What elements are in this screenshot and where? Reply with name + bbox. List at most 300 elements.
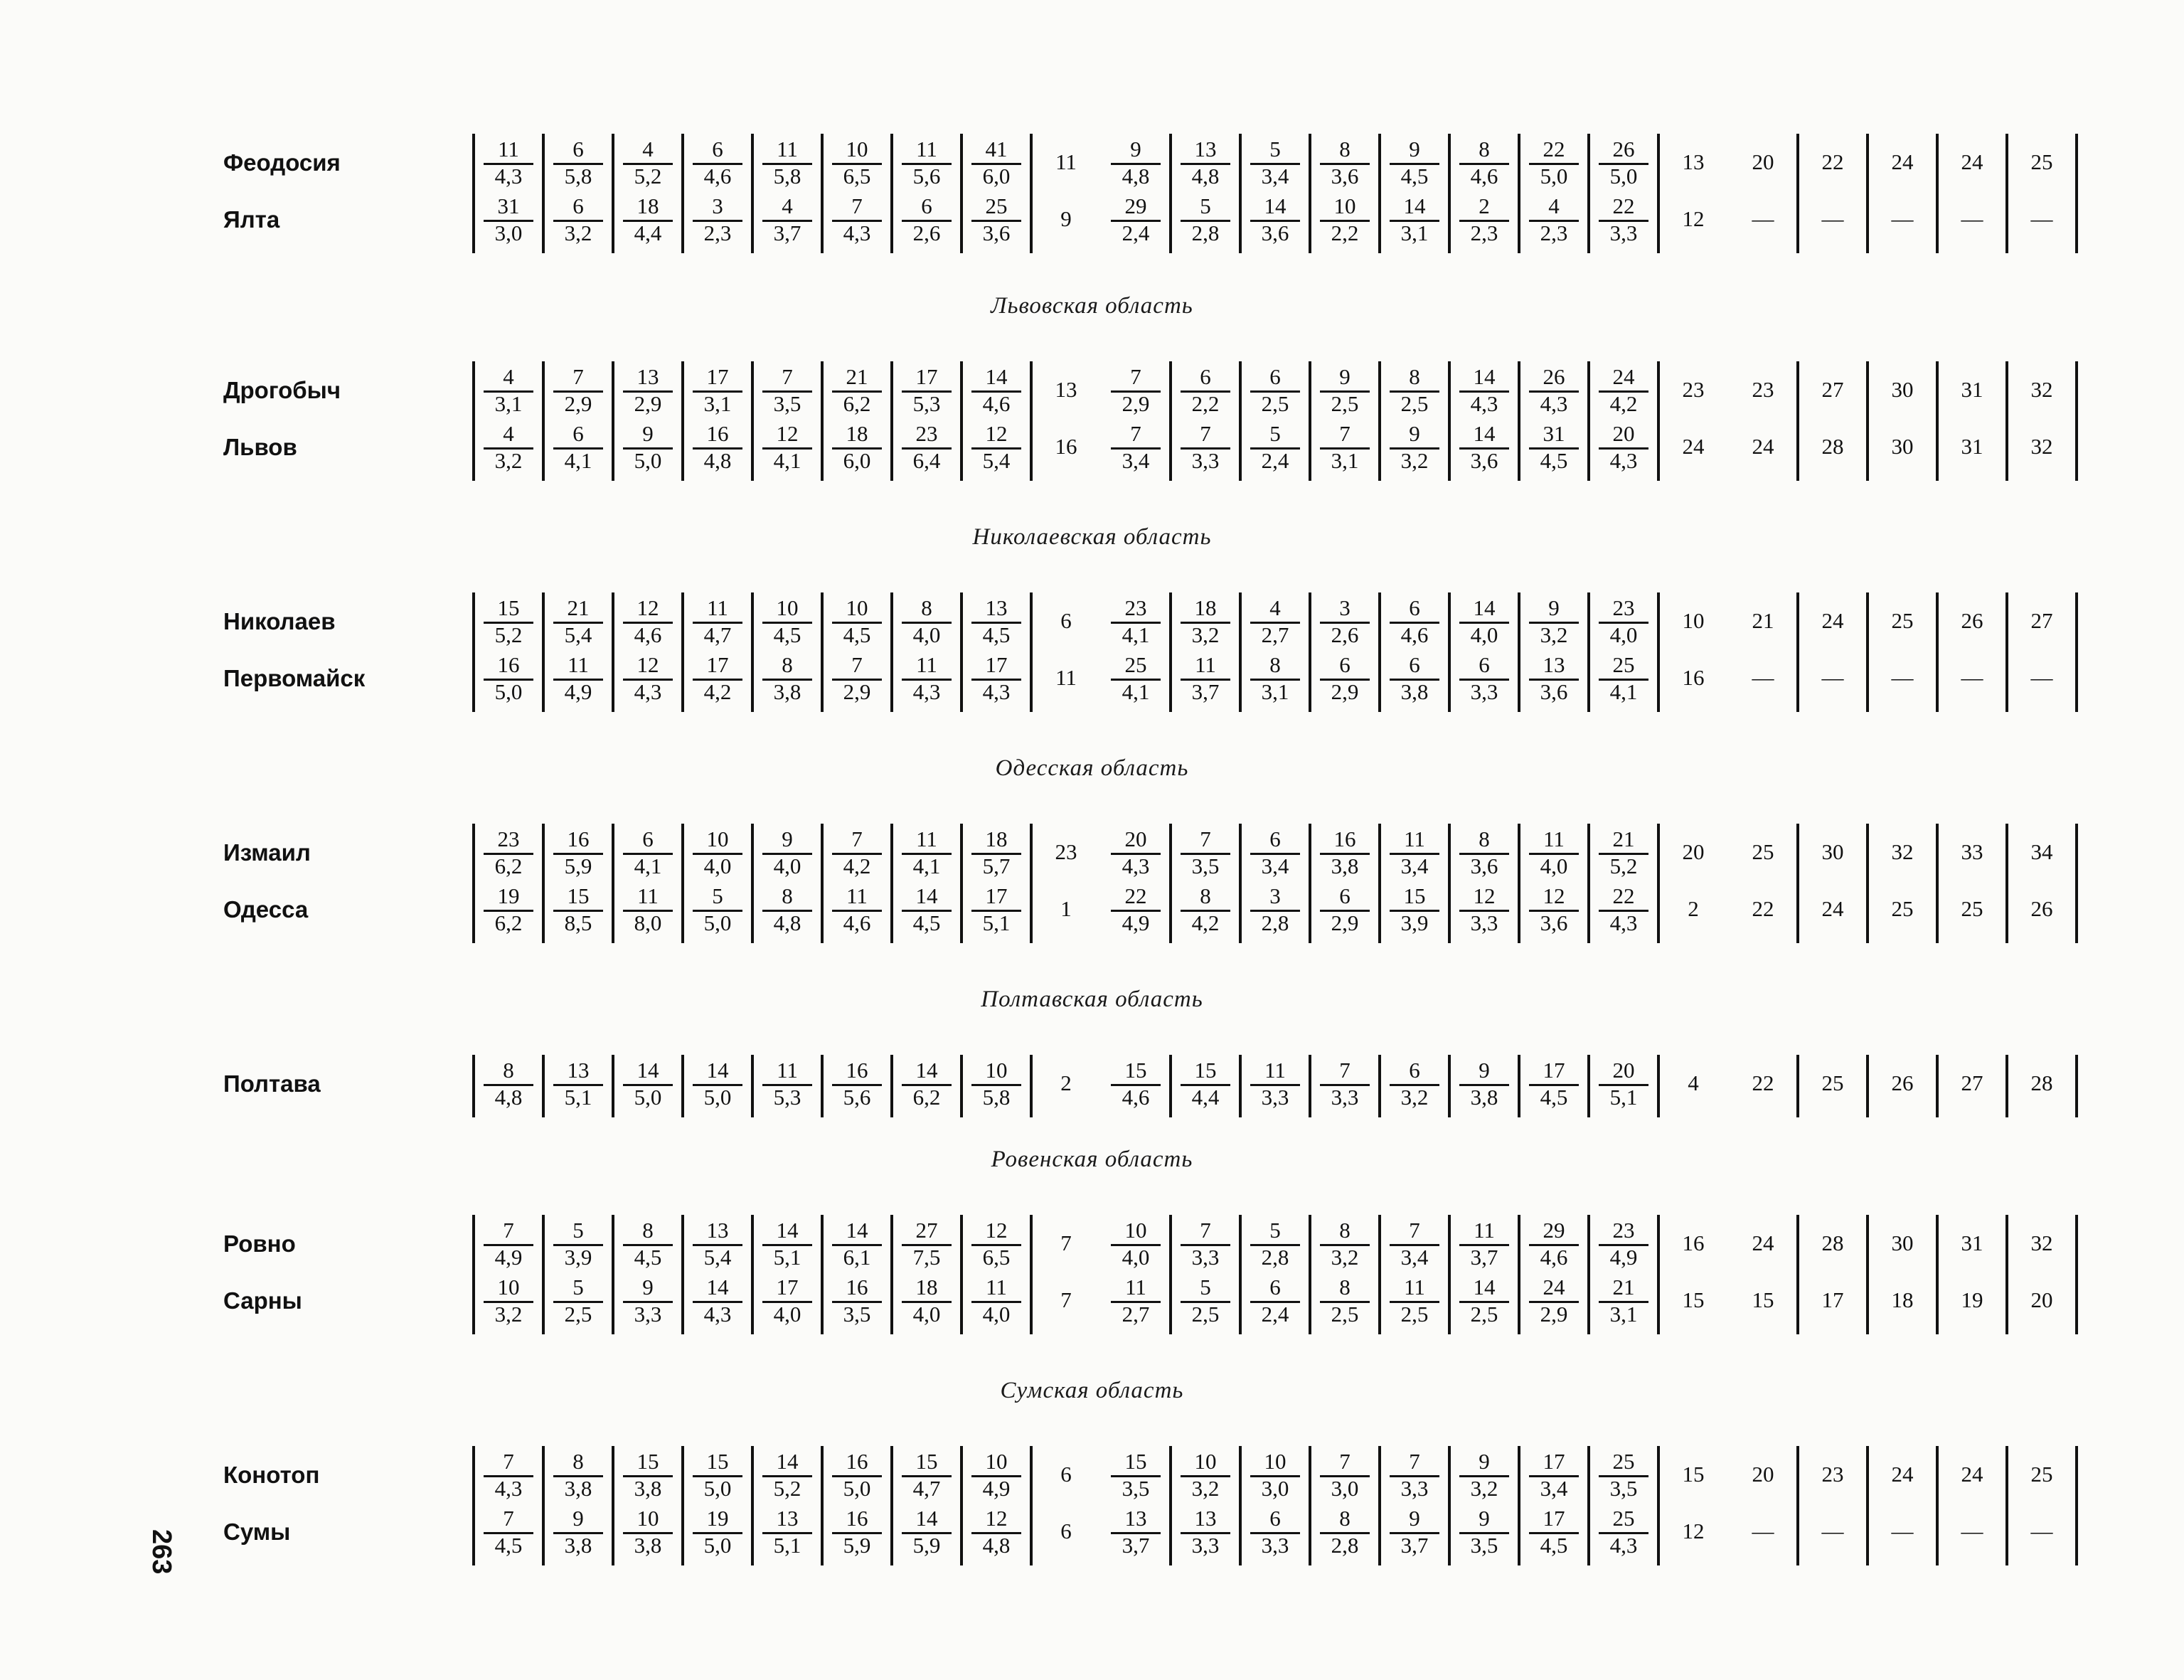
city-name: Конотоп [223, 1462, 320, 1488]
cell-denominator: 5,6 [843, 1085, 871, 1110]
cell-denominator: 3,3 [1331, 1085, 1359, 1110]
cell-value: 32 [2030, 377, 2053, 402]
cell-value: 11 [1055, 149, 1077, 174]
cell-denominator: 4,7 [912, 1476, 941, 1501]
cell-denominator: 2,5 [1400, 391, 1429, 416]
cell-numerator: 19 [706, 1506, 729, 1531]
cell-denominator: 3,8 [773, 679, 801, 704]
cell-numerator: 16 [846, 1449, 868, 1474]
cell-value: — [1821, 665, 1844, 690]
cell-value: 21 [1752, 608, 1774, 633]
cell-denominator: 3,3 [1470, 910, 1498, 935]
cell-value: 30 [1891, 434, 1914, 459]
cell-denominator: 4,4 [634, 220, 662, 245]
city-name: Первомайск [223, 665, 366, 691]
cell-numerator: 14 [706, 1058, 729, 1083]
cell-numerator: 14 [985, 364, 1008, 389]
cell-denominator: 5,1 [1609, 1085, 1638, 1110]
cell-numerator: 9 [1339, 364, 1351, 389]
cell-value: 24 [1821, 896, 1844, 921]
cell-numerator: 12 [1543, 883, 1565, 908]
cell-denominator: 3,4 [1261, 164, 1289, 188]
cell-denominator: 3,3 [1609, 220, 1638, 245]
cell-denominator: 3,3 [634, 1302, 662, 1327]
cell-denominator: 2,5 [564, 1302, 592, 1327]
cell-value: — [1821, 1519, 1844, 1543]
cell-value: 30 [1891, 377, 1914, 402]
cell-denominator: 4,3 [494, 1476, 523, 1501]
cell-denominator: 3,5 [773, 391, 801, 416]
cell-denominator: 3,3 [1400, 1476, 1429, 1501]
cell-denominator: 3,2 [1191, 1476, 1220, 1501]
cell-numerator: 13 [636, 364, 659, 389]
cell-numerator: 25 [1124, 652, 1147, 677]
cell-denominator: 4,1 [1609, 679, 1638, 704]
cell-numerator: 19 [497, 883, 520, 908]
cell-denominator: 3,8 [1470, 1085, 1498, 1110]
cell-denominator: 2,9 [1122, 391, 1150, 416]
cell-denominator: 4,2 [703, 679, 732, 704]
cell-numerator: 16 [846, 1506, 868, 1531]
cell-denominator: 4,3 [843, 220, 871, 245]
cell-denominator: 5,1 [773, 1245, 801, 1270]
cell-denominator: 4,3 [912, 679, 941, 704]
cell-value: 25 [1821, 1070, 1844, 1095]
cell-denominator: 4,1 [773, 448, 801, 473]
cell-value: — [1961, 665, 1983, 690]
cell-numerator: 7 [1200, 826, 1211, 851]
cell-numerator: 7 [851, 652, 863, 677]
cell-numerator: 12 [985, 1218, 1008, 1243]
cell-denominator: 4,8 [773, 910, 801, 935]
cell-numerator: 22 [1612, 193, 1635, 218]
city-name: Сумы [223, 1519, 291, 1545]
cell-denominator: 5,4 [982, 448, 1011, 473]
cell-denominator: 3,1 [1261, 679, 1289, 704]
cell-numerator: 31 [497, 193, 520, 218]
cell-denominator: 3,2 [494, 448, 523, 473]
cell-numerator: 6 [1269, 826, 1281, 851]
cell-denominator: 5,4 [703, 1245, 732, 1270]
cell-value: 12 [1682, 206, 1705, 231]
cell-numerator: 6 [572, 421, 584, 446]
cell-numerator: 9 [1479, 1058, 1490, 1083]
cell-denominator: 2,5 [1191, 1302, 1220, 1327]
cell-denominator: 6,4 [912, 448, 941, 473]
cell-denominator: 4,0 [982, 1302, 1011, 1327]
cell-denominator: 3,6 [1470, 854, 1498, 878]
cell-value: — [1821, 206, 1844, 231]
cell-denominator: 6,5 [982, 1245, 1011, 1270]
cell-denominator: 2,5 [1331, 391, 1359, 416]
cell-numerator: 11 [846, 883, 868, 908]
cell-numerator: 8 [1339, 1275, 1351, 1299]
cell-numerator: 6 [1339, 883, 1351, 908]
cell-numerator: 14 [1473, 364, 1496, 389]
cell-numerator: 13 [1194, 137, 1217, 161]
city-name: Полтава [223, 1070, 321, 1097]
cell-denominator: 5,0 [703, 1085, 732, 1110]
cell-value: 25 [2030, 149, 2053, 174]
cell-denominator: 3,8 [634, 1533, 662, 1558]
cell-numerator: 8 [1200, 883, 1211, 908]
cell-numerator: 13 [1543, 652, 1565, 677]
cell-numerator: 8 [642, 1218, 654, 1243]
cell-numerator: 11 [1474, 1218, 1495, 1243]
cell-denominator: 3,1 [703, 391, 732, 416]
cell-denominator: 5,0 [703, 1533, 732, 1558]
cell-denominator: 4,5 [494, 1533, 523, 1558]
cell-numerator: 17 [706, 652, 729, 677]
cell-numerator: 14 [1264, 193, 1287, 218]
cell-numerator: 17 [1543, 1506, 1565, 1531]
cell-value: 32 [2030, 434, 2053, 459]
cell-value: 20 [1752, 1462, 1774, 1487]
cell-denominator: 4,6 [1540, 1245, 1568, 1270]
cell-value: 13 [1682, 149, 1705, 174]
cell-denominator: 3,3 [1191, 1245, 1220, 1270]
cell-denominator: 4,6 [703, 164, 732, 188]
city-name: Ровно [223, 1230, 296, 1257]
cell-numerator: 11 [1125, 1275, 1146, 1299]
cell-numerator: 26 [1612, 137, 1635, 161]
cell-numerator: 15 [497, 595, 520, 620]
cell-denominator: 4,2 [1191, 910, 1220, 935]
cell-numerator: 17 [706, 364, 729, 389]
cell-numerator: 5 [712, 883, 723, 908]
cell-value: 31 [1961, 377, 1983, 402]
cell-denominator: 2,5 [1400, 1302, 1429, 1327]
cell-denominator: 4,3 [703, 1302, 732, 1327]
cell-numerator: 6 [1409, 595, 1420, 620]
cell-value: 24 [1682, 434, 1705, 459]
cell-value: 7 [1060, 1287, 1072, 1312]
cell-value: 27 [2030, 608, 2053, 633]
cell-denominator: 4,5 [1540, 448, 1568, 473]
cell-value: 20 [1682, 839, 1705, 864]
cell-numerator: 15 [567, 883, 590, 908]
cell-denominator: 5,9 [912, 1533, 941, 1558]
cell-denominator: 4,5 [843, 622, 871, 647]
cell-denominator: 5,7 [982, 854, 1011, 878]
cell-denominator: 4,1 [912, 854, 941, 878]
cell-denominator: 6,2 [912, 1085, 941, 1110]
cell-numerator: 6 [1409, 652, 1420, 677]
cell-denominator: 4,5 [1540, 1533, 1568, 1558]
cell-numerator: 14 [776, 1449, 799, 1474]
cell-numerator: 5 [1269, 1218, 1281, 1243]
cell-denominator: 3,3 [1261, 1085, 1289, 1110]
cell-numerator: 11 [1404, 1275, 1425, 1299]
cell-numerator: 14 [1473, 595, 1496, 620]
cell-numerator: 20 [1124, 826, 1147, 851]
cell-numerator: 15 [636, 1449, 659, 1474]
cell-denominator: 4,2 [843, 854, 871, 878]
section-title: Полтавская область [981, 987, 1203, 1012]
city-name: Измаил [223, 839, 311, 866]
cell-numerator: 17 [776, 1275, 799, 1299]
cell-denominator: 3,7 [1470, 1245, 1498, 1270]
cell-numerator: 7 [1409, 1449, 1420, 1474]
cell-numerator: 12 [636, 595, 659, 620]
cell-denominator: 5,8 [982, 1085, 1011, 1110]
cell-value: 22 [1752, 896, 1774, 921]
cell-value: 24 [1961, 1462, 1983, 1487]
cell-numerator: 9 [1409, 1506, 1420, 1531]
cell-numerator: 11 [1543, 826, 1565, 851]
cell-denominator: 4,9 [564, 679, 592, 704]
cell-numerator: 4 [503, 421, 514, 446]
cell-numerator: 9 [1409, 421, 1420, 446]
cell-numerator: 21 [1612, 1275, 1635, 1299]
cell-value: 2 [1688, 896, 1699, 921]
cell-denominator: 3,5 [1609, 1476, 1638, 1501]
cell-value: 23 [1682, 377, 1705, 402]
cell-denominator: 3,4 [1400, 1245, 1429, 1270]
cell-denominator: 2,3 [1470, 220, 1498, 245]
cell-value: 30 [1891, 1230, 1914, 1255]
cell-numerator: 3 [1339, 595, 1351, 620]
cell-numerator: 17 [915, 364, 938, 389]
cell-denominator: 5,8 [564, 164, 592, 188]
cell-value: 32 [1891, 839, 1914, 864]
cell-value: 25 [1752, 839, 1774, 864]
cell-denominator: 2,6 [912, 220, 941, 245]
cell-value: 23 [1752, 377, 1774, 402]
cell-denominator: 5,0 [843, 1476, 871, 1501]
cell-numerator: 29 [1124, 193, 1147, 218]
cell-denominator: 4,5 [1540, 1085, 1568, 1110]
cell-value: 2 [1060, 1070, 1072, 1095]
cell-value: 24 [1891, 1462, 1914, 1487]
cell-denominator: 4,9 [1122, 910, 1150, 935]
cell-denominator: 3,0 [494, 220, 523, 245]
cell-denominator: 3,6 [1261, 220, 1289, 245]
cell-numerator: 8 [1479, 826, 1490, 851]
cell-denominator: 3,2 [564, 220, 592, 245]
cell-denominator: 2,9 [1331, 910, 1359, 935]
cell-numerator: 11 [916, 826, 937, 851]
cell-numerator: 7 [1339, 421, 1351, 446]
cell-numerator: 13 [985, 595, 1008, 620]
cell-numerator: 3 [712, 193, 723, 218]
cell-numerator: 18 [1194, 595, 1217, 620]
cell-denominator: 4,6 [634, 622, 662, 647]
cell-denominator: 4,4 [1191, 1085, 1220, 1110]
cell-numerator: 20 [1612, 421, 1635, 446]
cell-value: 28 [1821, 434, 1844, 459]
cell-denominator: 4,6 [982, 391, 1011, 416]
cell-numerator: 6 [712, 137, 723, 161]
cell-value: 9 [1060, 206, 1072, 231]
cell-value: — [1752, 1519, 1774, 1543]
cell-denominator: 3,7 [1191, 679, 1220, 704]
cell-numerator: 9 [1479, 1449, 1490, 1474]
cell-denominator: 2,8 [1261, 910, 1289, 935]
cell-value: 24 [1752, 1230, 1774, 1255]
cell-value: 23 [1821, 1462, 1844, 1487]
cell-value: 27 [1961, 1070, 1983, 1095]
cell-numerator: 5 [572, 1275, 584, 1299]
cell-denominator: 5,2 [634, 164, 662, 188]
cell-denominator: 3,7 [1400, 1533, 1429, 1558]
cell-value: — [2030, 1519, 2053, 1543]
cell-value: 32 [2030, 1230, 2053, 1255]
cell-denominator: 2,9 [1331, 679, 1359, 704]
cell-denominator: 5,9 [564, 854, 592, 878]
cell-numerator: 10 [706, 826, 729, 851]
cell-denominator: 4,0 [1122, 1245, 1150, 1270]
cell-numerator: 11 [916, 652, 937, 677]
cell-denominator: 5,0 [1540, 164, 1568, 188]
cell-denominator: 4,5 [982, 622, 1011, 647]
cell-numerator: 13 [1194, 1506, 1217, 1531]
cell-value: — [1961, 1519, 1983, 1543]
cell-denominator: 3,8 [564, 1476, 592, 1501]
cell-numerator: 7 [1409, 1218, 1420, 1243]
cell-denominator: 4,6 [843, 910, 871, 935]
cell-value: — [2030, 665, 2053, 690]
cell-value: 31 [1961, 434, 1983, 459]
cell-denominator: 6,2 [494, 854, 523, 878]
cell-value: 15 [1752, 1287, 1774, 1312]
cell-numerator: 16 [497, 652, 520, 677]
cell-value: 27 [1821, 377, 1844, 402]
cell-numerator: 7 [851, 193, 863, 218]
cell-numerator: 2 [1479, 193, 1490, 218]
cell-numerator: 25 [1612, 1506, 1635, 1531]
cell-denominator: 4,3 [634, 679, 662, 704]
cell-value: 25 [1961, 896, 1983, 921]
cell-numerator: 25 [1612, 1449, 1635, 1474]
cell-denominator: 3,6 [1540, 910, 1568, 935]
cell-value: 17 [1821, 1287, 1844, 1312]
cell-denominator: 5,0 [703, 1476, 732, 1501]
cell-denominator: 4,3 [1470, 391, 1498, 416]
cell-value: 28 [2030, 1070, 2053, 1095]
cell-denominator: 4,0 [1470, 622, 1498, 647]
cell-numerator: 14 [915, 1506, 938, 1531]
cell-denominator: 3,4 [1261, 854, 1289, 878]
cell-numerator: 10 [846, 595, 868, 620]
cell-numerator: 20 [1612, 1058, 1635, 1083]
cell-numerator: 10 [985, 1058, 1008, 1083]
cell-denominator: 2,6 [1331, 622, 1359, 647]
cell-numerator: 14 [846, 1218, 868, 1243]
cell-numerator: 8 [1339, 137, 1351, 161]
cell-numerator: 15 [1403, 883, 1426, 908]
cell-denominator: 4,0 [912, 622, 941, 647]
cell-numerator: 4 [1548, 193, 1560, 218]
cell-numerator: 9 [1548, 595, 1560, 620]
cell-denominator: 3,9 [564, 1245, 592, 1270]
cell-numerator: 18 [915, 1275, 938, 1299]
cell-numerator: 16 [1333, 826, 1356, 851]
cell-numerator: 14 [636, 1058, 659, 1083]
cell-numerator: 15 [1124, 1058, 1147, 1083]
city-name: Одесса [223, 896, 309, 923]
cell-numerator: 13 [706, 1218, 729, 1243]
cell-numerator: 6 [1339, 652, 1351, 677]
cell-value: 33 [1961, 839, 1983, 864]
cell-numerator: 11 [986, 1275, 1007, 1299]
cell-numerator: 16 [846, 1275, 868, 1299]
cell-denominator: 6,0 [843, 448, 871, 473]
cell-numerator: 23 [1612, 1218, 1635, 1243]
cell-numerator: 14 [915, 883, 938, 908]
cell-numerator: 7 [1339, 1449, 1351, 1474]
cell-numerator: 8 [921, 595, 932, 620]
cell-numerator: 14 [1473, 1275, 1496, 1299]
cell-denominator: 2,8 [1331, 1533, 1359, 1558]
cell-numerator: 10 [776, 595, 799, 620]
cell-value: 22 [1752, 1070, 1774, 1095]
cell-numerator: 7 [503, 1449, 514, 1474]
cell-denominator: 4,2 [1609, 391, 1638, 416]
cell-numerator: 4 [503, 364, 514, 389]
cell-numerator: 12 [636, 652, 659, 677]
cell-denominator: 4,8 [1191, 164, 1220, 188]
cell-value: 19 [1961, 1287, 1983, 1312]
cell-numerator: 14 [1473, 421, 1496, 446]
cell-value: 16 [1682, 665, 1705, 690]
cell-numerator: 21 [1612, 826, 1635, 851]
cell-denominator: 2,4 [1122, 220, 1150, 245]
section-title: Одесская область [995, 755, 1189, 781]
cell-denominator: 5,1 [982, 910, 1011, 935]
cell-value: 22 [1821, 149, 1844, 174]
cell-numerator: 14 [776, 1218, 799, 1243]
cell-numerator: 11 [568, 652, 589, 677]
city-name: Дрогобыч [223, 377, 341, 403]
cell-numerator: 21 [846, 364, 868, 389]
cell-numerator: 18 [846, 421, 868, 446]
cell-denominator: 4,6 [1400, 622, 1429, 647]
cell-numerator: 25 [985, 193, 1008, 218]
cell-numerator: 8 [1339, 1218, 1351, 1243]
cell-value: 12 [1682, 1519, 1705, 1543]
cell-denominator: 3,1 [1609, 1302, 1638, 1327]
cell-numerator: 10 [1124, 1218, 1147, 1243]
cell-numerator: 13 [1124, 1506, 1147, 1531]
cell-numerator: 10 [1333, 193, 1356, 218]
cell-value: 31 [1961, 1230, 1983, 1255]
cell-numerator: 11 [498, 137, 519, 161]
cell-denominator: 4,6 [1122, 1085, 1150, 1110]
cell-denominator: 3,5 [1122, 1476, 1150, 1501]
cell-denominator: 4,3 [1609, 910, 1638, 935]
cell-numerator: 11 [1195, 652, 1216, 677]
cell-denominator: 3,1 [494, 391, 523, 416]
cell-numerator: 17 [985, 883, 1008, 908]
cell-denominator: 4,3 [982, 679, 1011, 704]
cell-numerator: 23 [497, 826, 520, 851]
cell-denominator: 5,0 [703, 910, 732, 935]
cell-value: 28 [1821, 1230, 1844, 1255]
cell-denominator: 3,1 [1400, 220, 1429, 245]
cell-numerator: 14 [915, 1058, 938, 1083]
cell-denominator: 4,0 [703, 854, 732, 878]
cell-value: 23 [1055, 839, 1077, 864]
cell-numerator: 6 [572, 137, 584, 161]
cell-numerator: 4 [782, 193, 793, 218]
cell-value: — [1891, 1519, 1914, 1543]
cell-numerator: 7 [1200, 1218, 1211, 1243]
cell-numerator: 10 [985, 1449, 1008, 1474]
cell-numerator: 7 [503, 1218, 514, 1243]
cell-value: 10 [1682, 608, 1705, 633]
cell-denominator: 3,2 [1331, 1245, 1359, 1270]
